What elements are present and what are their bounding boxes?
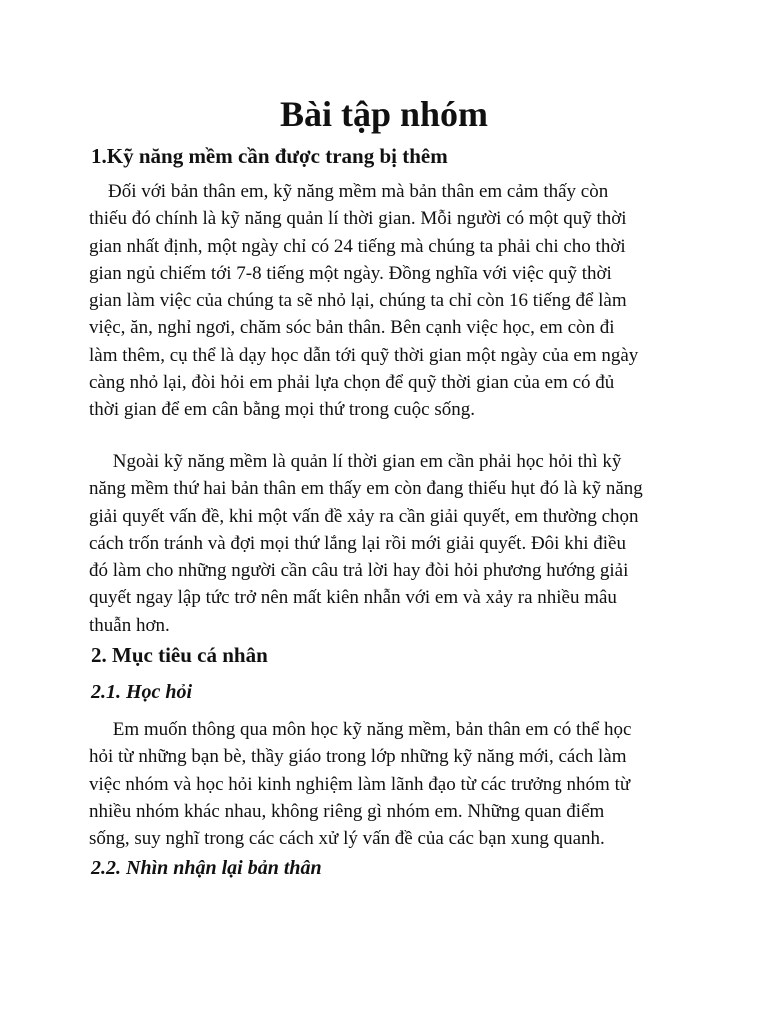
paragraph-line: việc, ăn, nghỉ ngơi, chăm sóc bản thân. Bên cạnh việc học, em còn đi — [89, 317, 615, 339]
paragraph-line: đó làm cho những người cần câu trả lời hay đòi hỏi phương hướng giải — [89, 560, 629, 582]
paragraph-line: năng mềm thứ hai bản thân em thấy em còn đang thiếu hụt đó là kỹ năng — [89, 478, 643, 500]
paragraph-line: gian nhất định, một ngày chỉ có 24 tiếng mà chúng ta phải chi cho thời — [89, 235, 626, 257]
paragraph-line: gian ngủ chiếm tới 7-8 tiếng một ngày. Đồng nghĩa với việc quỹ thời — [89, 262, 612, 284]
paragraph-line: hỏi từ những bạn bè, thầy giáo trong lớp những kỹ năng mới, cách làm — [89, 746, 627, 768]
paragraph-line: quyết ngay lập tức trở nên mất kiên nhẫn với em và xảy ra nhiều mâu — [89, 587, 617, 609]
paragraph-line: thời gian để em cân bằng mọi thứ trong cuộc sống. — [89, 399, 476, 421]
paragraph-line: thuẫn hơn. — [89, 614, 170, 636]
paragraph-line: làm thêm, cụ thể là dạy học dẫn tới quỹ thời gian một ngày của em ngày — [89, 344, 639, 366]
section1-paragraph1 — [89, 178, 687, 424]
document-title: Bài tập nhóm — [279, 94, 489, 134]
paragraph-line: việc nhóm và học hỏi kinh nghiệm làm lãnh đạo từ các trưởng nhóm từ — [89, 773, 631, 795]
paragraph-line: càng nhỏ lại, đòi hỏi em phải lựa chọn để quỹ thời gian của em có đủ — [89, 372, 615, 394]
section1-paragraph2 — [89, 448, 687, 639]
paragraph-line: nhiều nhóm khác nhau, không riêng gì nhóm em. Những quan điểm — [89, 800, 605, 822]
paragraph-line: thiếu đó chính là kỹ năng quản lí thời gian. Mỗi người có một quỹ thời — [89, 208, 627, 230]
section2-1-paragraph — [89, 716, 687, 852]
section2-1-heading: 2.1. Học hỏi — [91, 681, 193, 703]
paragraph-line: gian làm việc của chúng ta sẽ nhỏ lại, chúng ta chỉ còn 16 tiếng để làm — [89, 290, 627, 312]
paragraph-line: Em muốn thông qua môn học kỹ năng mềm, bản thân em có thể học — [89, 719, 632, 740]
paragraph-line: Ngoài kỹ năng mềm là quản lí thời gian em cần phải học hỏi thì kỹ — [89, 451, 622, 472]
section2-heading: 2. Mục tiêu cá nhân — [91, 643, 268, 667]
section2-2-heading: 2.2. Nhìn nhận lại bản thân — [91, 857, 322, 879]
paragraph-line: cách trốn tránh và đợi mọi thứ lắng lại rồi mới giải quyết. Đôi khi điều — [89, 532, 626, 554]
paragraph-line: Đối với bản thân em, kỹ năng mềm mà bản thân em cảm thấy còn — [89, 181, 609, 202]
section1-heading: 1.Kỹ năng mềm cần được trang bị thêm — [91, 144, 448, 168]
paragraph-line: giải quyết vấn đề, khi một vấn đề xảy ra cần giải quyết, em thường chọn — [89, 505, 639, 527]
paragraph-line: sống, suy nghĩ trong các cách xử lý vấn đề của các bạn xung quanh. — [89, 828, 605, 850]
